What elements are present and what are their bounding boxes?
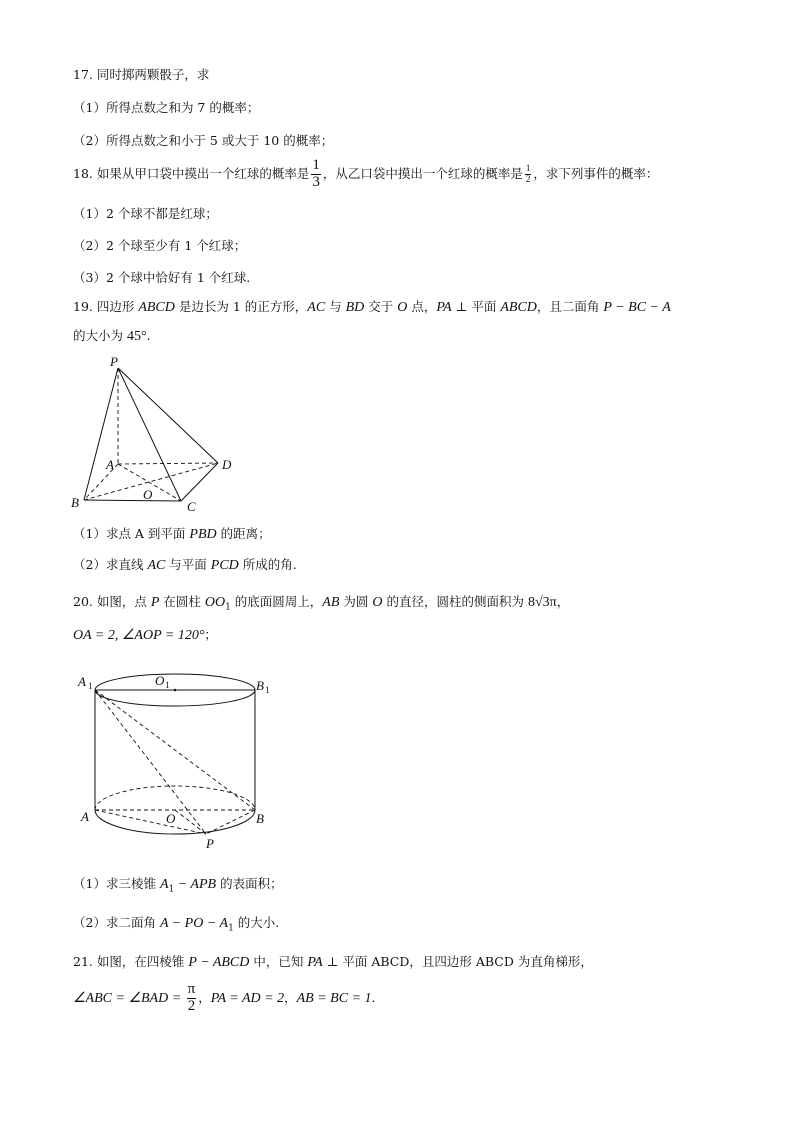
q20-fig-label-o1: O <box>155 673 165 688</box>
q19-p2-a: （2）求直线 <box>73 557 148 572</box>
q20-p2-a: （2）求二面角 <box>73 915 160 930</box>
q20-fig-label-o1-sub: 1 <box>165 680 170 690</box>
q20-p1-var: A <box>159 877 169 892</box>
q20-p2-sub: 1 <box>228 923 234 934</box>
q20-stem-line1 <box>73 594 569 614</box>
q19-l2-pre: 的大小为 <box>73 328 127 343</box>
q19-var-ac: AC <box>307 300 326 315</box>
q19-stem-line1 <box>73 299 671 317</box>
q21-var-pabcd: P − ABCD <box>188 955 250 970</box>
q19-var-pa: PA <box>436 300 452 315</box>
q19-var-bd: BD <box>345 300 365 315</box>
q19-p2-c: 所成的角. <box>238 557 297 572</box>
q20-var-o: O <box>372 595 383 610</box>
q19-s6: ⊥ 平面 <box>451 299 501 314</box>
q18-text-b: ，从乙口袋中摸出一个红球的概率是 <box>322 165 523 181</box>
q20-fig-label-b: B <box>256 811 264 826</box>
q21-l2-b: ， <box>198 989 211 1005</box>
q20-fig-label-a1-sub: 1 <box>88 681 93 691</box>
q21-fraction <box>187 982 197 1015</box>
q19-l2-post: . <box>146 328 151 343</box>
q20-fig-label-b1: B <box>256 678 264 693</box>
q21-stem-line1 <box>73 954 593 972</box>
q19-fig-label-a: A <box>106 457 114 472</box>
q19-fig-label-d: D <box>222 457 232 472</box>
q21-l2-c: ， <box>284 989 297 1005</box>
q20-p1-sub: 1 <box>168 884 175 895</box>
q19-s3: 与 <box>325 299 346 314</box>
q19-fig-label-p: P <box>110 354 118 369</box>
q19-p2-b: 与平面 <box>165 557 211 572</box>
q20-l2-expr: OA = 2, ∠AOP = 120° <box>73 628 205 643</box>
q17-title: 17. 同时掷两颗骰子，求 <box>73 67 210 82</box>
q19-p1-a: （1）求点 A 到平面 <box>73 526 190 541</box>
q21-s1: 21. 如图，在四棱锥 <box>73 954 189 969</box>
q20-var-p: P <box>150 595 160 610</box>
q20-p1-a: （1）求三棱锥 <box>73 876 160 891</box>
q19-s7: ，且二面角 <box>536 299 604 314</box>
q21-f-den: 2 <box>187 997 196 1014</box>
q18-part3: （3）2 个球中恰好有 1 个红球. <box>73 270 251 285</box>
q19-p2-var2: PCD <box>210 558 239 573</box>
q19-var-abcd-2: ABCD <box>500 300 537 315</box>
q20-var-area: 8√3π <box>527 595 557 610</box>
q20-fig-label-b1-sub: 1 <box>265 685 270 695</box>
q20-var-ab: AB <box>322 595 340 610</box>
q20-cylinder-figure <box>78 668 278 853</box>
q20-p1-var2: − APB <box>174 877 217 892</box>
q17-part1: （1）所得点数之和为 7 的概率； <box>73 100 260 115</box>
q19-var-o: O <box>397 300 408 315</box>
q20-p2-var: A − PO − A <box>159 916 229 931</box>
q19-fig-label-c: C <box>187 499 196 514</box>
q21-f-num: π <box>187 981 196 997</box>
q18-f1-num: 1 <box>312 157 320 173</box>
q20-l2-post: ； <box>204 627 217 642</box>
q21-stem-line2 <box>73 982 376 1015</box>
q19-part1 <box>73 526 271 544</box>
q19-l2-val: 45° <box>126 329 147 344</box>
q20-fig-label-o: O <box>166 811 176 826</box>
q18-text-a: 18. 如果从甲口袋中摸出一个红球的概率是 <box>73 165 310 181</box>
q20-s4: 为圆 <box>339 594 373 609</box>
q19-var-abcd: ABCD <box>138 300 175 315</box>
q18-part1: （1）2 个球不都是红球； <box>73 206 218 221</box>
q19-s2: 是边长为 1 的正方形， <box>174 299 308 314</box>
q17-part2: （2）所得点数之和小于 5 或大于 10 的概率； <box>73 133 334 148</box>
q21-l2-d: . <box>371 989 376 1005</box>
q18-fraction-2 <box>525 164 532 184</box>
q19-fig-label-o: O <box>143 487 153 502</box>
q20-fig-label-a: A <box>81 809 89 824</box>
q19-stem-line2 <box>73 328 151 346</box>
q18-stem <box>73 158 658 191</box>
q20-stem-line2 <box>73 627 217 645</box>
q19-s1: 19. 四边形 <box>73 299 139 314</box>
q21-l2-v1: PA = AD = 2 <box>210 990 285 1006</box>
q18-part2: （2）2 个球至少有 1 个红球； <box>73 238 247 253</box>
q19-p2-var1: AC <box>147 558 166 573</box>
q20-fig-label-a1: A <box>78 674 86 689</box>
q20-s6: ， <box>556 594 570 609</box>
q20-var-oo1-sub: 1 <box>225 602 231 613</box>
q20-part2 <box>73 915 279 935</box>
q21-var-pa: PA <box>307 955 323 970</box>
q18-fraction-1 <box>311 158 321 191</box>
q20-s3: 的底面圆周上， <box>230 594 323 609</box>
q20-s5: 的直径，圆柱的侧面积为 <box>382 594 528 609</box>
q19-s5: 点， <box>407 299 437 314</box>
q20-s2: 在圆柱 <box>159 594 205 609</box>
q18-f2-num: 1 <box>525 163 531 174</box>
q20-s1: 20. 如图，点 <box>73 594 151 609</box>
q20-p1-b: 的表面积； <box>216 876 283 891</box>
q21-s2: 中，已知 <box>249 954 308 969</box>
q19-fig-label-b: B <box>71 495 79 510</box>
q21-s3: ⊥ 平面 ABCD，且四边形 ABCD 为直角梯形， <box>322 954 593 969</box>
q19-part2 <box>73 557 297 575</box>
q18-text-c: ，求下列事件的概率： <box>533 165 659 181</box>
q19-var-dihedral: P − BC − A <box>603 300 671 315</box>
q20-part1 <box>73 876 283 896</box>
q20-p2-b: 的大小. <box>233 915 280 930</box>
q19-pyramid-figure <box>66 352 246 517</box>
q18-f1-den: 3 <box>312 173 320 190</box>
q19-s4: 交于 <box>364 299 398 314</box>
q20-var-oo1: OO <box>204 595 226 610</box>
q19-p1-var: PBD <box>189 527 217 542</box>
q19-p1-b: 的距离； <box>216 526 271 541</box>
q21-l2-v2: AB = BC = 1 <box>296 990 372 1006</box>
q18-f2-den: 2 <box>525 173 531 184</box>
q20-fig-label-p: P <box>206 836 214 851</box>
q21-l2-a: ∠ABC = ∠BAD = <box>73 990 185 1006</box>
